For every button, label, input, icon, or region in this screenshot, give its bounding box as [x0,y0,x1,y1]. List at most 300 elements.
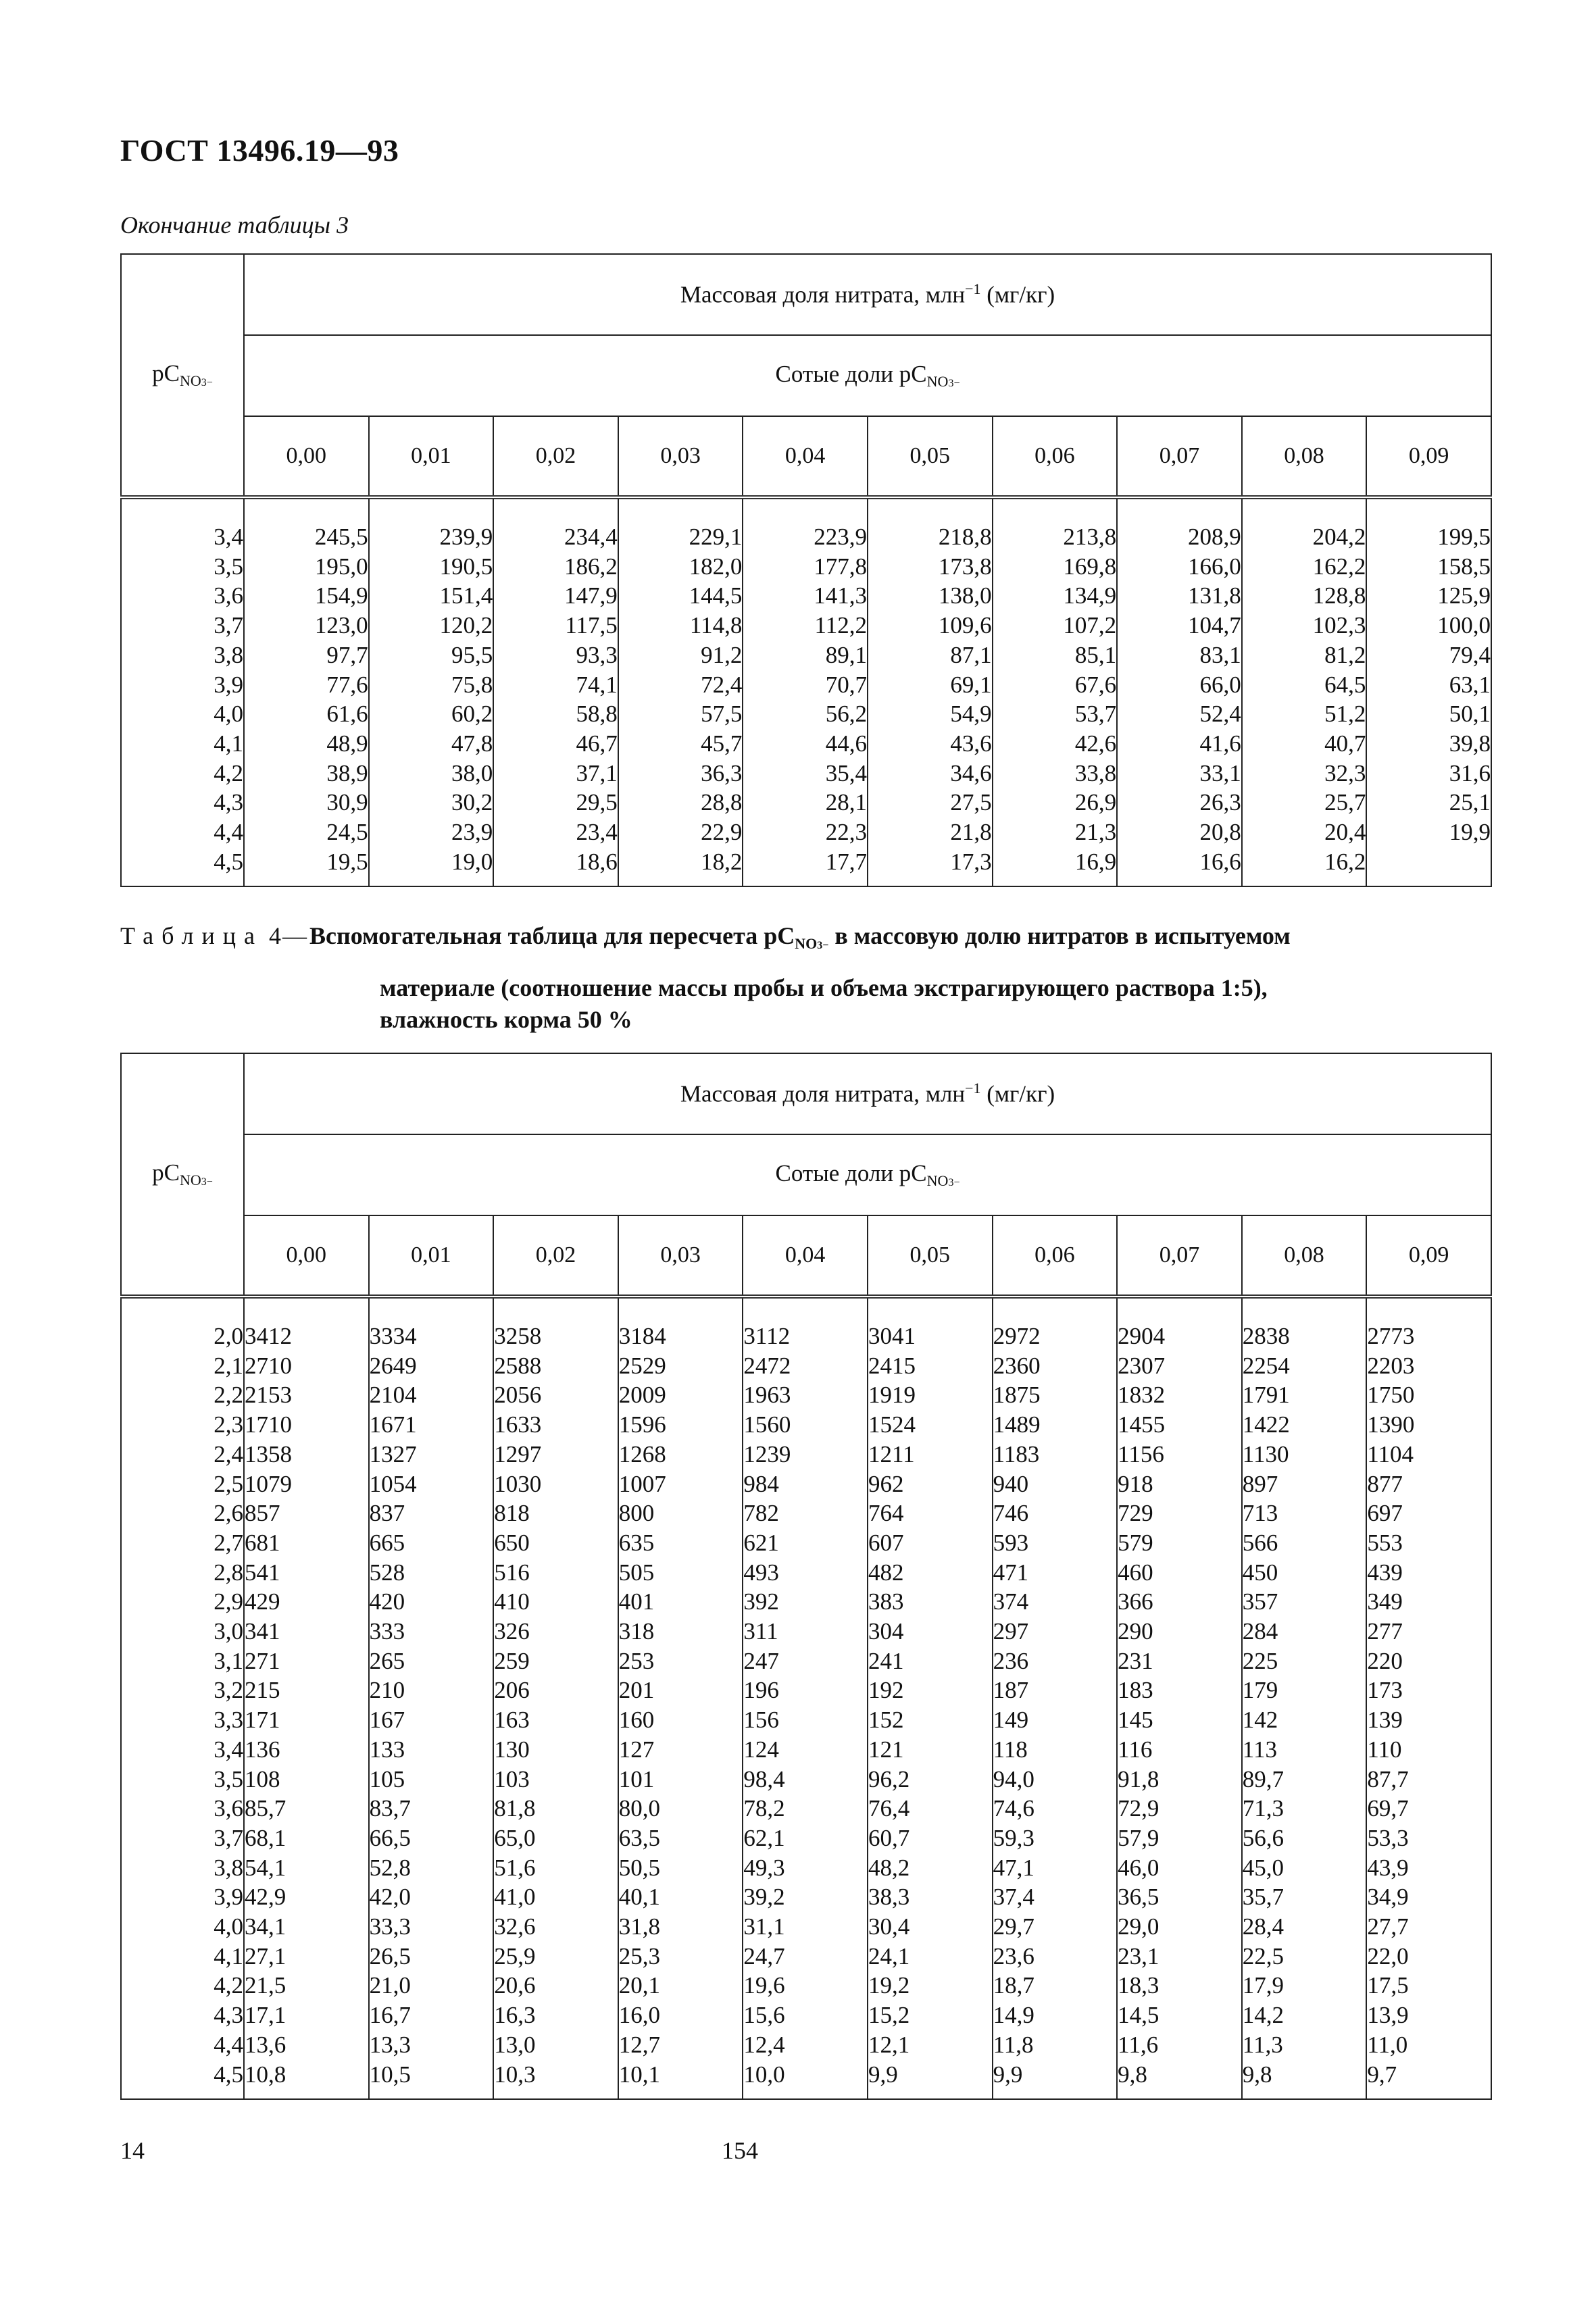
table-cell: 195,0 [314,553,368,580]
column-values [1243,1299,1366,2098]
col-header: 0,09 [1366,1215,1491,1297]
table-cell: 183 [1118,1677,1153,1704]
table-cell: 34,1 [245,1913,286,1940]
table-cell: 59,3 [993,1824,1034,1851]
column-values [370,499,493,886]
header-top-sup: −1 [965,280,981,298]
table-cell: 147,9 [564,582,618,609]
table-cell: 206 [494,1677,530,1704]
table-cell: 16,9 [1074,848,1117,875]
table-cell: 12,4 [743,2031,785,2058]
column-values [1118,1299,1241,2098]
table-cell: 160 [618,1707,655,1734]
table-cell: 83,1 [1199,641,1241,668]
table-cell: 20,6 [494,1972,536,1999]
table-cell: 33,8 [1074,759,1117,786]
table-cell: 2,2 [214,1382,243,1409]
caption-text-b: в массовую долю нитратов в испытуемом [828,922,1291,949]
table-cell [1367,847,1491,877]
column-values [1243,499,1366,886]
table-cell: 182,0 [689,553,743,580]
table-cell: 271 [245,1647,280,1674]
table-cell: 104,7 [1188,612,1241,639]
table-cell: 2360 [993,1352,1041,1379]
table-cell: 1156 [1118,1440,1164,1467]
table-cell: 37,1 [576,759,618,786]
table-cell: 69,1 [950,671,992,698]
table-cell: 127 [618,1736,655,1763]
table-cell: 64,5 [1324,671,1366,698]
table-cell: 17,7 [825,848,867,875]
table-cell: 3,6 [214,1795,243,1822]
table-cell: 108 [245,1765,280,1792]
table-cell: 23,4 [576,819,618,846]
header-top-tail: (мг/кг) [980,1080,1055,1107]
table-cell: 20,4 [1324,819,1366,846]
table-cell: 10,5 [369,2061,411,2088]
table-cell: 123,0 [314,612,368,639]
table-cell: 136 [245,1736,280,1763]
table-cell: 109,6 [938,612,992,639]
table-cell: 100,0 [1437,612,1491,639]
table-cell: 54,9 [950,701,992,728]
table-cell: 67,6 [1074,671,1117,698]
table-cell: 42,9 [245,1884,286,1911]
table3 [120,253,1492,887]
table-cell: 11,3 [1242,2031,1283,2058]
header-top-text: Массовая доля нитрата, млн [680,1080,966,1107]
table-cell: 9,9 [868,2061,898,2088]
table-cell: 54,1 [245,1854,286,1881]
column-values [494,499,618,886]
table-cell: 70,7 [825,671,867,698]
table-cell: 3,4 [214,1736,243,1763]
table-cell: 10,1 [618,2061,661,2088]
table-cell: 31,8 [618,1913,661,1940]
table-cell: 120,2 [439,612,493,639]
table4-caption [120,920,1492,1036]
table-cell: 210 [369,1677,405,1704]
table-cell: 29,0 [1118,1913,1159,1940]
table-cell: 2904 [1118,1323,1166,1349]
table-cell: 56,6 [1242,1824,1284,1851]
table-cell: 231 [1118,1647,1153,1674]
table-cell: 857 [245,1500,280,1527]
table-cell: 27,5 [950,789,992,816]
table-cell: 15,6 [743,2002,785,2029]
table-cell: 26,3 [1199,789,1241,816]
table-cell: 439 [1367,1559,1403,1586]
table-cell: 4,0 [214,701,243,728]
table-cell: 53,3 [1367,1824,1409,1851]
table-cell: 96,2 [868,1765,910,1792]
table-cell: 11,8 [993,2031,1034,2058]
row-header-main: pC [152,1159,180,1186]
table-cell: 87,7 [1367,1765,1409,1792]
table-cell: 85,7 [245,1795,286,1822]
value-column [1366,1297,1491,2099]
table-cell: 113 [1242,1736,1277,1763]
page-number-center: 154 [722,2137,758,2164]
caption-sub: NO [795,935,818,952]
table-cell: 746 [993,1500,1029,1527]
table-cell: 19,6 [743,1972,785,1999]
table-cell: 110 [1367,1736,1402,1763]
table-cell: 4,1 [214,730,243,757]
table-cell: 44,6 [825,730,867,757]
header-top-text: Массовая доля нитрата, млн [680,281,966,308]
table-cell: 32,3 [1324,759,1366,786]
table-cell: 962 [868,1470,904,1497]
table-cell: 1390 [1367,1411,1415,1438]
row-header-main: pC [152,360,180,386]
table-cell: 837 [369,1500,405,1527]
table-cell: 3412 [245,1323,292,1349]
table-cell: 18,6 [576,848,618,875]
table-cell: 1832 [1118,1382,1166,1409]
value-column [618,497,743,886]
table-cell: 1455 [1118,1411,1166,1438]
table-cell: 4,3 [214,2002,243,2029]
table-cell: 24,7 [743,1942,785,1969]
table-cell: 1560 [743,1411,791,1438]
table-cell: 50,5 [618,1854,661,1881]
table-cell: 2838 [1242,1323,1290,1349]
page-number-left: 14 [120,2137,145,2164]
table-cell: 18,7 [993,1972,1034,1999]
table-cell: 304 [868,1618,904,1645]
table-cell: 52,8 [369,1854,411,1881]
table-cell: 68,1 [245,1824,286,1851]
table-cell: 3184 [618,1323,666,1349]
table-cell: 1130 [1242,1440,1289,1467]
table-cell: 13,9 [1367,2002,1409,2029]
table-cell: 593 [993,1529,1029,1556]
table-cell: 169,8 [1063,553,1117,580]
col-header: 0,04 [743,416,868,497]
value-column [369,1297,494,2099]
header-mid-text: Сотые доли pC [775,361,927,387]
table-cell: 57,5 [701,701,743,728]
table-cell: 38,3 [868,1884,910,1911]
table-cell: 17,3 [950,848,992,875]
table-cell: 4,2 [214,759,243,786]
table-cell: 26,9 [1074,789,1117,816]
table-cell: 223,9 [814,524,867,550]
table-cell: 38,9 [326,759,368,786]
table-cell: 208,9 [1188,524,1241,550]
table-cell: 71,3 [1242,1795,1284,1822]
table-cell: 26,5 [369,1942,411,1969]
col-header: 0,07 [1117,1215,1242,1297]
table-cell: 4,5 [214,848,243,875]
table-cell: 98,4 [743,1765,785,1792]
table-cell: 450 [1242,1559,1278,1586]
table-cell: 61,6 [326,701,368,728]
table-cell: 326 [494,1618,530,1645]
table-cell: 247 [743,1647,779,1674]
table-cell: 24,5 [326,819,368,846]
table-cell: 410 [494,1588,530,1615]
table-cell: 17,5 [1367,1972,1409,1999]
table-cell: 3,2 [214,1677,243,1704]
table-cell: 897 [1242,1470,1278,1497]
table-cell: 60,7 [868,1824,910,1851]
table-cell: 30,2 [451,789,493,816]
column-values [245,1299,368,2098]
table-cell: 1633 [494,1411,542,1438]
table-cell: 57,9 [1118,1824,1159,1851]
table-cell: 635 [618,1529,655,1556]
table-cell: 45,7 [701,730,743,757]
table-cell: 102,3 [1312,612,1366,639]
table-cell: 131,8 [1188,582,1241,609]
header-mid-sub2: 3− [948,1177,960,1188]
table-cell: 76,4 [868,1795,910,1822]
table-cell: 22,0 [1367,1942,1409,1969]
caption-number: 4 [268,922,281,949]
table-cell: 51,2 [1324,701,1366,728]
table-cell: 29,5 [576,789,618,816]
table-cell: 277 [1367,1618,1403,1645]
column-values [1367,1299,1491,2098]
table-cell: 28,8 [701,789,743,816]
table-cell: 681 [245,1529,280,1556]
table-cell: 1079 [245,1470,292,1497]
table-cell: 42,0 [369,1884,411,1911]
table-cell: 19,9 [1449,819,1491,846]
table-cell: 245,5 [314,524,368,550]
table-cell: 290 [1118,1618,1153,1645]
table-cell: 107,2 [1063,612,1117,639]
table-cell: 10,3 [494,2061,536,2088]
table-cell: 75,8 [451,671,493,698]
table-cell: 2773 [1367,1323,1415,1349]
table-cell: 49,3 [743,1854,785,1881]
column-values [619,1299,743,2098]
column-values [370,1299,493,2098]
table-cell: 66,0 [1199,671,1241,698]
col-header: 0,00 [244,1215,369,1297]
table3-continuation-label: Окончание таблицы 3 [120,211,349,238]
table-cell: 52,4 [1199,701,1241,728]
table-cell: 97,7 [326,641,368,668]
table-cell: 28,4 [1242,1913,1284,1940]
table-cell: 43,9 [1367,1854,1409,1881]
table-cell: 259 [494,1647,530,1674]
table-cell: 4,4 [214,819,243,846]
table-cell: 14,2 [1242,2002,1284,2029]
table-cell: 284 [1242,1618,1278,1645]
value-column [1242,497,1367,886]
table-cell: 1030 [494,1470,542,1497]
table-cell: 12,1 [868,2031,910,2058]
table-cell: 471 [993,1559,1029,1586]
table-cell: 2,9 [214,1588,243,1615]
table-cell: 1791 [1242,1382,1290,1409]
column-values [1118,499,1241,886]
table-cell: 23,1 [1118,1942,1159,1969]
table-cell: 1183 [993,1440,1040,1467]
table-cell: 196 [743,1677,779,1704]
table-cell: 940 [993,1470,1029,1497]
table-cell: 10,0 [743,2061,785,2088]
table-cell: 93,3 [576,641,618,668]
value-column [1366,497,1491,886]
table-cell: 118 [993,1736,1028,1763]
table-cell: 192 [868,1677,904,1704]
table-cell: 37,4 [993,1884,1034,1911]
table-cell: 1007 [618,1470,666,1497]
table-cell: 42,6 [1074,730,1117,757]
table-cell: 553 [1367,1529,1403,1556]
table-cell: 22,3 [825,819,867,846]
column-values [619,499,743,886]
table-cell: 25,1 [1449,789,1491,816]
table-cell: 25,3 [618,1942,661,1969]
table-cell: 16,6 [1199,848,1241,875]
table-cell: 16,2 [1324,848,1366,875]
table-cell: 374 [993,1588,1029,1615]
table-cell: 35,4 [825,759,867,786]
column-values [993,1299,1117,2098]
table-cell: 199,5 [1437,524,1491,550]
col-header: 0,05 [868,416,993,497]
table-cell: 134,9 [1063,582,1117,609]
table-cell: 28,1 [825,789,867,816]
table-cell: 62,1 [743,1824,785,1851]
table-cell: 579 [1118,1529,1153,1556]
table-cell: 665 [369,1529,405,1556]
table-cell: 13,3 [369,2031,411,2058]
table-cell: 3,6 [214,582,243,609]
value-column [244,1297,369,2099]
table-cell: 4,4 [214,2031,243,2058]
col-header: 0,06 [993,416,1118,497]
table-cell: 20,8 [1199,819,1241,846]
header-mass-fraction [244,1053,1491,1134]
table-cell: 46,7 [576,730,618,757]
table-cell: 2415 [868,1352,916,1379]
column-values [868,499,992,886]
table-cell: 114,8 [689,612,743,639]
table-cell: 2,8 [214,1559,243,1586]
table-cell: 22,5 [1242,1942,1284,1969]
table-cell: 187 [993,1677,1029,1704]
table-cell: 1750 [1367,1382,1415,1409]
table-cell: 541 [245,1559,280,1586]
table-cell: 1671 [369,1411,417,1438]
table-cell: 23,9 [451,819,493,846]
table-cell: 383 [868,1588,904,1615]
table-cell: 36,3 [701,759,743,786]
table-cell: 2472 [743,1352,791,1379]
table-cell: 493 [743,1559,779,1586]
table-cell: 12,7 [618,2031,661,2058]
table-cell: 81,8 [494,1795,536,1822]
table-cell: 401 [618,1588,655,1615]
table-cell: 69,7 [1367,1795,1409,1822]
table-cell: 145 [1118,1707,1153,1734]
value-column [993,1297,1118,2099]
table-cell: 420 [369,1588,405,1615]
table-cell: 22,9 [701,819,743,846]
value-column [743,1297,868,2099]
table-cell: 66,5 [369,1824,411,1851]
header-mid-text: Сотые доли pC [775,1160,927,1186]
table-cell: 85,1 [1074,641,1117,668]
table-cell: 40,1 [618,1884,661,1911]
col-header: 0,09 [1366,416,1491,497]
column-values [245,499,368,886]
table-cell: 1104 [1367,1440,1414,1467]
table-cell: 16,3 [494,2002,536,2029]
value-column [1242,1297,1367,2099]
header-top-tail: (мг/кг) [980,281,1055,308]
table-cell: 3334 [369,1323,417,1349]
table-cell: 21,8 [950,819,992,846]
table-cell: 91,8 [1118,1765,1159,1792]
table-cell: 4,0 [214,1913,243,1940]
caption-dash: — [282,922,307,949]
table-cell: 53,7 [1074,701,1117,728]
caption-line2: материале (соотношение массы пробы и объема экстрагирующего раствора 1:5), [380,974,1268,1001]
table-cell: 2,7 [214,1529,243,1556]
table-cell: 2972 [993,1323,1041,1349]
value-column [618,1297,743,2099]
table-cell: 265 [369,1647,405,1674]
table-cell: 11,0 [1367,2031,1408,2058]
table-cell: 1358 [245,1440,292,1467]
table-cell: 3,5 [214,1765,243,1792]
table-cell: 2254 [1242,1352,1290,1379]
table-cell: 23,6 [993,1942,1034,1969]
header-mid-sub: NO [926,373,949,390]
document-title: ГОСТ 13496.19—93 [120,133,399,168]
row-header-sub2: 3− [201,377,213,388]
table-cell: 124 [743,1736,779,1763]
table-cell: 29,7 [993,1913,1034,1940]
table-cell: 154,9 [314,582,368,609]
table-cell: 39,2 [743,1884,785,1911]
table-cell: 50,1 [1449,701,1491,728]
table-cell: 918 [1118,1470,1153,1497]
table-cell: 3,9 [214,1884,243,1911]
table-cell: 173,8 [938,553,992,580]
row-labels-column [121,497,244,886]
table-cell: 1239 [743,1440,791,1467]
table-cell: 162,2 [1312,553,1366,580]
table-cell: 63,5 [618,1824,661,1851]
table-cell: 32,6 [494,1913,536,1940]
table-cell: 877 [1367,1470,1403,1497]
table-cell: 1875 [993,1382,1041,1409]
caption-line3: влажность корма 50 % [380,1006,632,1033]
table-cell: 31,1 [743,1913,785,1940]
table-cell: 47,1 [993,1854,1034,1881]
table-cell: 2588 [494,1352,542,1379]
header-mid-sub: NO [926,1172,949,1189]
table-cell: 505 [618,1559,655,1586]
column-values [993,499,1117,886]
table-cell: 190,5 [439,553,493,580]
table-cell: 186,2 [564,553,618,580]
table-cell: 566 [1242,1529,1278,1556]
table-cell: 58,8 [576,701,618,728]
table-cell: 80,0 [618,1795,661,1822]
value-column [868,497,993,886]
table-cell: 3,8 [214,641,243,668]
